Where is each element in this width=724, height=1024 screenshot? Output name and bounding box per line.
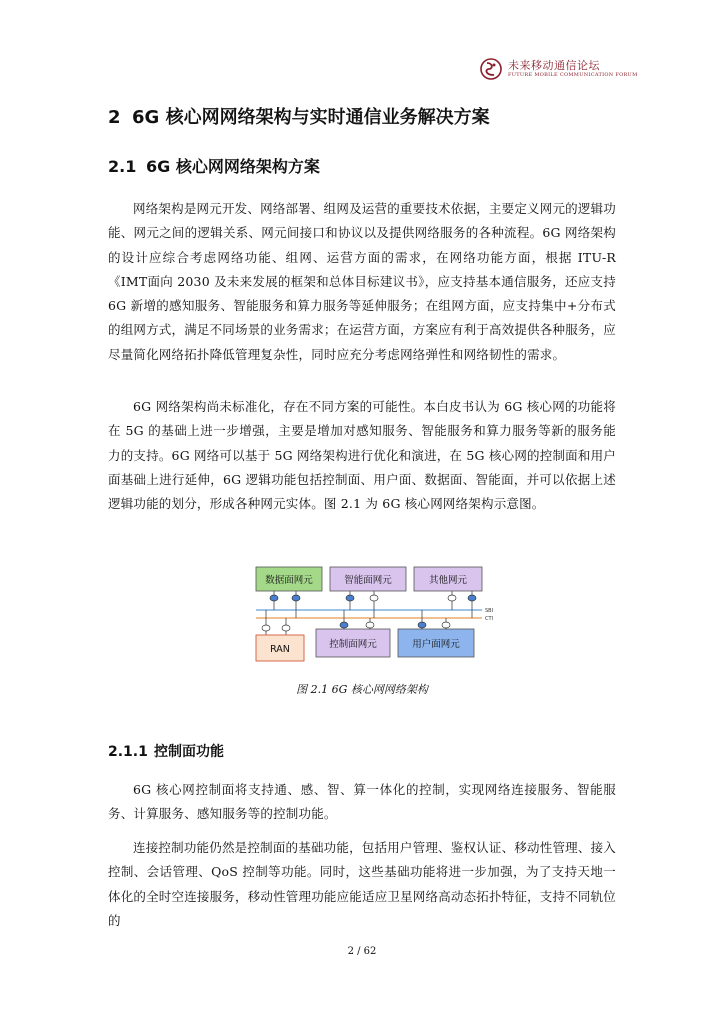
subsection-number: 2.1.1	[108, 744, 148, 760]
data-plane-label: 数据面网元	[265, 575, 313, 586]
control-plane-label: 控制面网元	[329, 639, 377, 650]
paragraph-connection-control: 连接控制功能仍然是控制面的基础功能，包括用户管理、鉴权认证、移动性管理、接入控制、会话管理、QoS 控制等功能。同时，这些基础功能将进一步加强，为了支持天地一体化的全时空连接服务，移动性管理功能应能适应卫星网络高动态拓扑特征，支持不同轨位的	[108, 840, 617, 928]
data-plane-cti-node	[292, 595, 300, 601]
control-cti-node	[366, 622, 374, 628]
section-title: 6G 核心网网络架构方案	[146, 157, 320, 176]
other-cti-node	[468, 595, 476, 601]
section-number: 2.1	[108, 157, 137, 176]
paragraph-6g-architecture: 6G 网络架构尚未标准化，存在不同方案的可能性。本白皮书认为 6G 核心网的功能将在 5G 的基础上进一步增强，主要是增加对感知服务、智能服务和算力服务等新的服务能力的支持。6G 网络可以基于 5G 网络架构进行优化和演进，在 5G 核心网的控制面和用户面基础上进行延伸，6G 逻辑功能包括控制面、用户面、数据面、智能面，并可以依据上述逻辑功能的划分，形成各种网元实体。图 2.1 为 6G 核心网网络架构示意图。	[108, 399, 616, 512]
other-sbi-node	[448, 595, 456, 601]
ran-cti-node	[282, 625, 290, 631]
data-plane-sbi-node	[270, 595, 278, 601]
sbi-label: SBI	[485, 608, 494, 614]
subsection-title: 控制面功能	[154, 744, 224, 760]
cti-label: CTI	[485, 616, 494, 622]
paragraph-control-plane: 6G 核心网控制面将支持通、感、智、算一体化的控制，实现网络连接服务、智能服务、计算服务、感知服务等的控制功能。	[108, 782, 616, 822]
section-heading	[108, 154, 320, 177]
chapter-heading	[108, 103, 490, 129]
logo-chinese-name: 未来移动通信论坛	[508, 59, 600, 72]
chapter-number: 2	[108, 107, 121, 128]
control-sbi-node	[340, 622, 348, 628]
page-number: 2 / 62	[347, 946, 377, 957]
ran-label: RAN	[270, 644, 290, 655]
architecture-figure	[250, 563, 500, 667]
intelligence-cti-node	[370, 595, 378, 601]
paragraph-architecture-basis: 网络架构是网元开发、网络部署、组网及运营的重要技术依据，主要定义网元的逻辑功能、网元之间的逻辑关系、网元间接口和协议以及提供网络服务的各种流程。6G 网络架构的设计应综合考虑网络功能、组网、运营方面的需求，在网络功能方面，根据 ITU-R《IMT面向 2030 及未来发展的框架和总体目标建议书》，应支持基本通信服务，还应支持 6G 新增的感知服务、智能服务和算力服务等延伸服务；在组网方面，应支持集中+分布式的组网方式，满足不同场景的业务需求；在运营方面，方案应有利于高效提供各种服务，应尽量简化网络拓扑降低管理复杂性，同时应充分考虑网络弹性和网络韧性的需求。	[108, 201, 617, 362]
subsection-heading	[108, 741, 224, 761]
forum-logo	[480, 58, 638, 80]
figure-caption: 图 2.1 6G 核心网网络架构	[296, 683, 428, 696]
intelligence-plane-label: 智能面网元	[344, 575, 392, 586]
other-nf-label: 其他网元	[428, 575, 468, 586]
user-plane-label: 用户面网元	[412, 639, 460, 650]
chapter-title: 6G 核心网网络架构与实时通信业务解决方案	[132, 107, 490, 128]
user-sbi-node	[418, 622, 426, 628]
user-cti-node	[442, 622, 450, 628]
intelligence-sbi-node	[346, 595, 354, 601]
ran-sbi-node	[262, 625, 270, 631]
forum-logo-icon	[480, 58, 502, 80]
logo-english-name: FUTURE MOBILE COMMUNICATION FORUM	[508, 72, 638, 78]
